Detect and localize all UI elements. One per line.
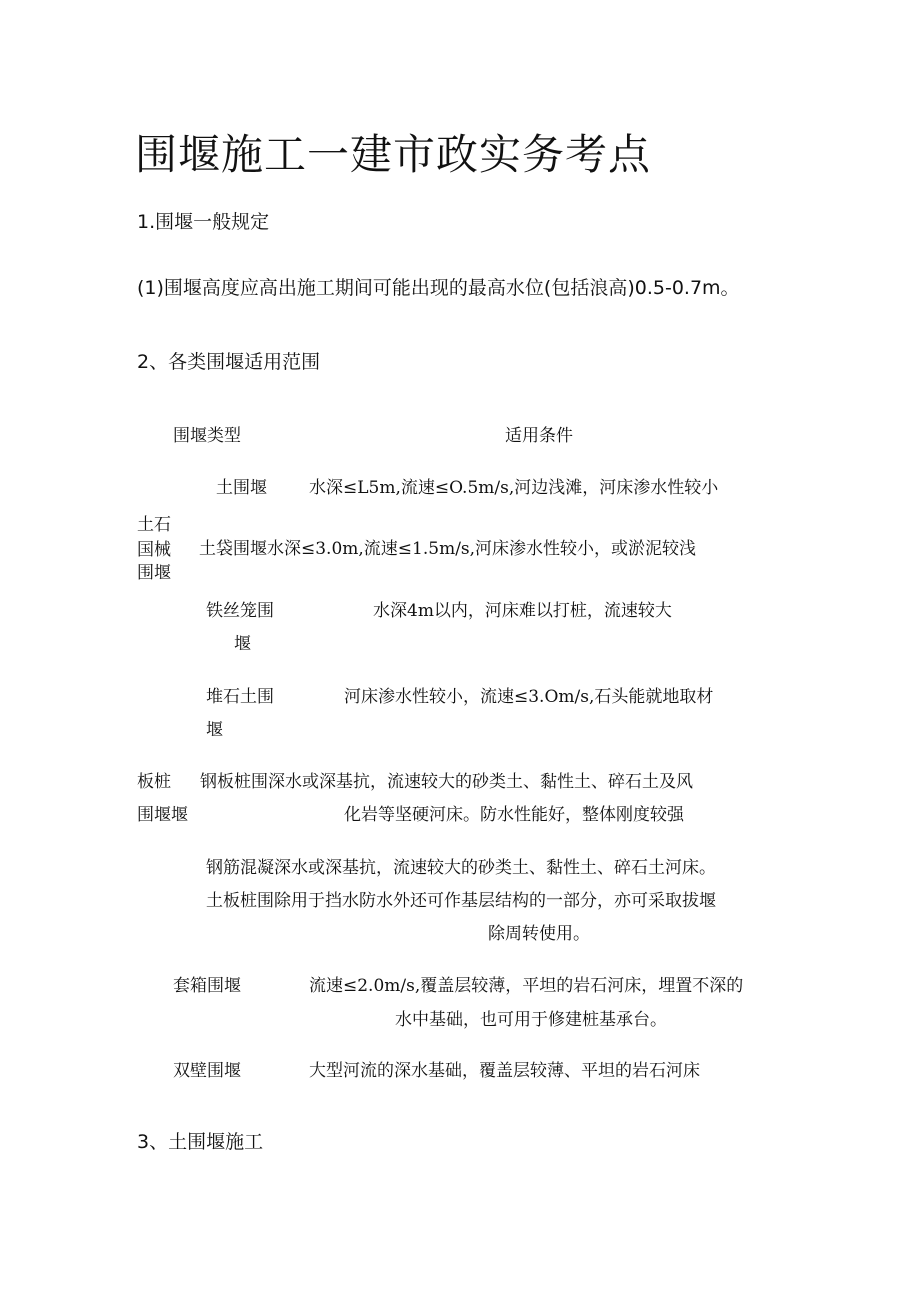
row-steel-sheet-condition-line1: 深水或深基抗，流速较大的砂类土、黏性土、碎石土及风 xyxy=(268,772,693,792)
header-condition: 适用条件 xyxy=(505,426,573,446)
header-type: 围堰类型 xyxy=(173,426,241,446)
section-3-heading: 3、土围堰施工 xyxy=(137,1131,264,1153)
group-earthrock-line3: 围堰 xyxy=(137,563,171,583)
row-gabion-type-line1: 铁丝笼围 xyxy=(206,601,274,621)
row-gabion-type-line2: 堰 xyxy=(234,634,251,654)
row-rc-sheet-condition-line1: 深水或深基抗，流速较大的砂类土、黏性土、碎石土河床。 xyxy=(274,858,716,878)
row-steel-sheet-condition-line2: 化岩等坚硬河床。防水性能好，整体刚度较强 xyxy=(344,805,684,825)
row-rockfill-type-line2: 堰 xyxy=(206,720,223,740)
row-sandbag-condition: 水深≤3.0m,流速≤1.5m∕s,河床渗水性较小，或淤泥较浅 xyxy=(267,539,697,559)
row-double-wall-condition: 大型河流的深水基础，覆盖层较薄、平坦的岩石河床 xyxy=(309,1061,700,1081)
row-rc-sheet-condition-line3: 除周转使用。 xyxy=(488,924,590,944)
group-earthrock-line1: 土石 xyxy=(137,515,171,535)
row-box-condition-line1: 流速≤2.0m∕s,覆盖层较薄，平坦的岩石河床，埋置不深的 xyxy=(309,976,744,996)
page-title: 围堰施工一建市政实务考点 xyxy=(135,130,652,179)
section-1-item-1: (1)围堰高度应高出施工期间可能出现的最高水位(包括浪高)0.5-0.7m。 xyxy=(137,277,740,299)
group-earthrock-line2: 国械 xyxy=(137,540,171,560)
row-double-wall-type: 双壁围堰 xyxy=(173,1061,241,1081)
row-rockfill-condition: 河床渗水性较小，流速≤3.Om∕s,石头能就地取材 xyxy=(344,687,714,707)
row-box-type: 套箱围堰 xyxy=(173,976,241,996)
row-gabion-condition: 水深4m以内，河床难以打桩，流速较大 xyxy=(373,601,672,621)
row-rc-sheet-type-line2: 土板桩围 xyxy=(206,891,274,911)
row-rc-sheet-condition-line2: 除用于挡水防水外还可作基层结构的一部分，亦可采取拔堰 xyxy=(274,891,716,911)
row-sandbag-type: 土袋围堰 xyxy=(199,539,267,559)
row-rockfill-type-line1: 堆石土围 xyxy=(206,687,274,707)
row-rc-sheet-type-line1: 钢筋混凝 xyxy=(206,858,274,878)
row-steel-sheet-type: 钢板桩围 xyxy=(200,772,268,792)
row-box-condition-line2: 水中基础，也可用于修建桩基承台。 xyxy=(395,1010,667,1030)
row-earth-condition: 水深≤L5m,流速≤O.5m∕s,河边浅滩，河床渗水性较小 xyxy=(309,478,719,498)
section-2-heading: 2、各类围堰适用范围 xyxy=(137,351,321,373)
group-sheetpile-line1: 板桩 xyxy=(137,772,171,792)
group-sheetpile-line2: 围堰堰 xyxy=(137,805,188,825)
section-1-heading: 1.围堰一般规定 xyxy=(137,211,270,233)
row-earth-type: 土围堰 xyxy=(216,478,267,498)
